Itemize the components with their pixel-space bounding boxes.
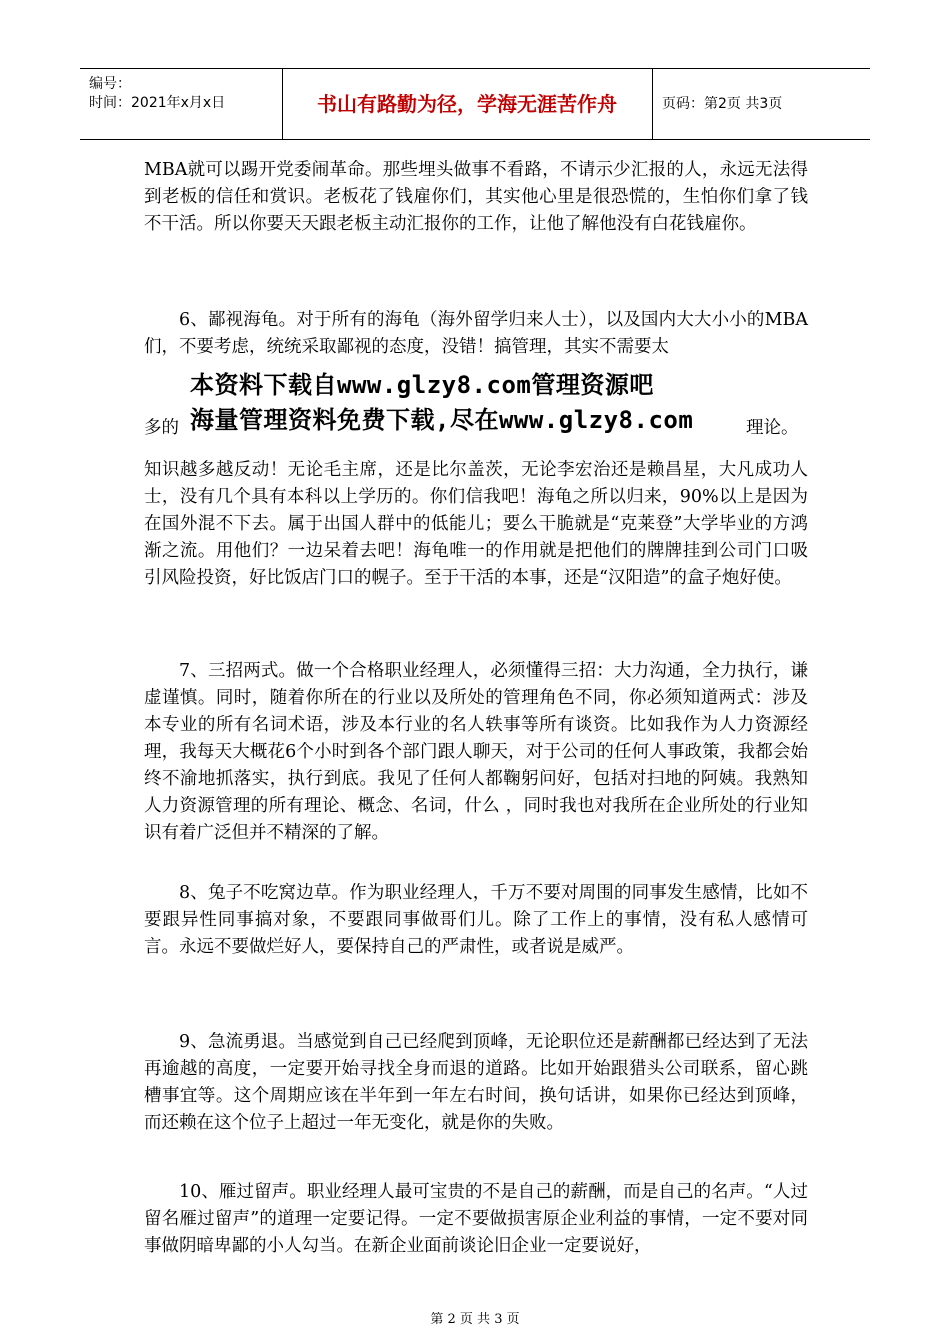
paragraph-8: 8、兔子不吃窝边草。作为职业经理人，千万不要对周围的同事发生感情，比如不要跟异性同事搞对象，不要跟同事做哥们儿。除了工作上的事情，没有私人感情可言。永远不要做烂好人，要保持自己的严肃性，或者说是威严。 [144, 883, 808, 957]
paragraph-6-part2: 知识越多越反动！无论毛主席，还是比尔盖茨，无论李宏治还是赖昌星，大凡成功人士，没有几个具有本科以上学历的。你们信我吧！海龟之所以归来，90%以上是因为在国外混不下去。属于出国人群中的低能儿；要么干脆就是“克莱登”大学毕业的方鸿渐之流。用他们？一边呆着去吧！海龟唯一的作用就是把他们的牌牌挂到公司门口吸引风险投资，好比饭店门口的幌子。至于干活的本事，还是“汉阳造”的盒子炮好使。 [144, 460, 808, 588]
page-header [80, 68, 870, 140]
page-footer: 第 2 页 共 3 页 [430, 1312, 520, 1327]
paragraph-9: 9、急流勇退。当感觉到自己已经爬到顶峰，无论职位还是薪酬都已经达到了无法再逾越的高度，一定要开始寻找全身而退的道路。比如开始跟猎头公司联系，留心跳槽事宜等。这个周期应该在半年到一年左右时间，换句话讲，如果你已经达到顶峰，而还赖在这个位子上超过一年无变化，就是你的失败。 [144, 1032, 808, 1133]
header-motto: 书山有路勤为径，学海无涯苦作舟 [282, 69, 653, 139]
paragraph-10: 10、雁过留声。职业经理人最可宝贵的不是自己的薪酬，而是自己的名声。“人过留名雁过留声”的道理一定要记得。一定不要做损害原企业利益的事情，一定不要对同事做阴暗卑鄙的小人勾当。在新企业面前谈论旧企业一定要说好， [144, 1182, 808, 1256]
paragraph-continuation: MBA就可以踢开党委闹革命。那些埋头做事不看路，不请示少汇报的人，永远无法得到老板的信任和赏识。老板花了钱雇你们，其实他心里是很恐慌的，生怕你们拿了钱不干活。所以你要天天跟老板主动汇报你的工作，让他了解他没有白花钱雇你。 [144, 160, 808, 234]
header-page-info: 页码：第2页 共3页 [662, 96, 783, 112]
header-meta-cell [80, 69, 283, 139]
paragraph-6-word-left: 多的 [144, 418, 179, 438]
watermark-line-1: 本资料下载自www.glzy8.com管理资源吧 [190, 371, 654, 399]
paragraph-7: 7、三招两式。做一个合格职业经理人，必须懂得三招：大力沟通，全力执行，谦虚谨慎。同时，随着你所在的行业以及所处的管理角色不同，你必须知道两式：涉及本专业的所有名词术语，涉及本行业的名人轶事等所有谈资。比如我作为人力资源经理，我每天大概花6个小时到各个部门跟人聊天，对于公司的任何人事政策，我都会始终不渝地抓落实，执行到底。我见了任何人都鞠躬问好，包括对扫地的阿姨。我熟知人力资源管理的所有理论、概念、名词，什么 ，同时我也对我所在企业所处的行业知识有着广泛但并不精深的了解。 [144, 661, 808, 843]
paragraph-6-part1: 6、鄙视海龟。对于所有的海龟（海外留学归来人士），以及国内大大小小的MBA们，不要考虑，统统采取鄙视的态度，没错！搞管理，其实不需要太 [144, 310, 808, 357]
paragraph-6-word-right: 理论。 [746, 418, 799, 438]
number-label: 编号： [89, 76, 131, 92]
time-label: 时间：2021年x月x日 [89, 95, 226, 111]
watermark-line-2: 海量管理资料免费下载,尽在www.glzy8.com [190, 406, 694, 434]
